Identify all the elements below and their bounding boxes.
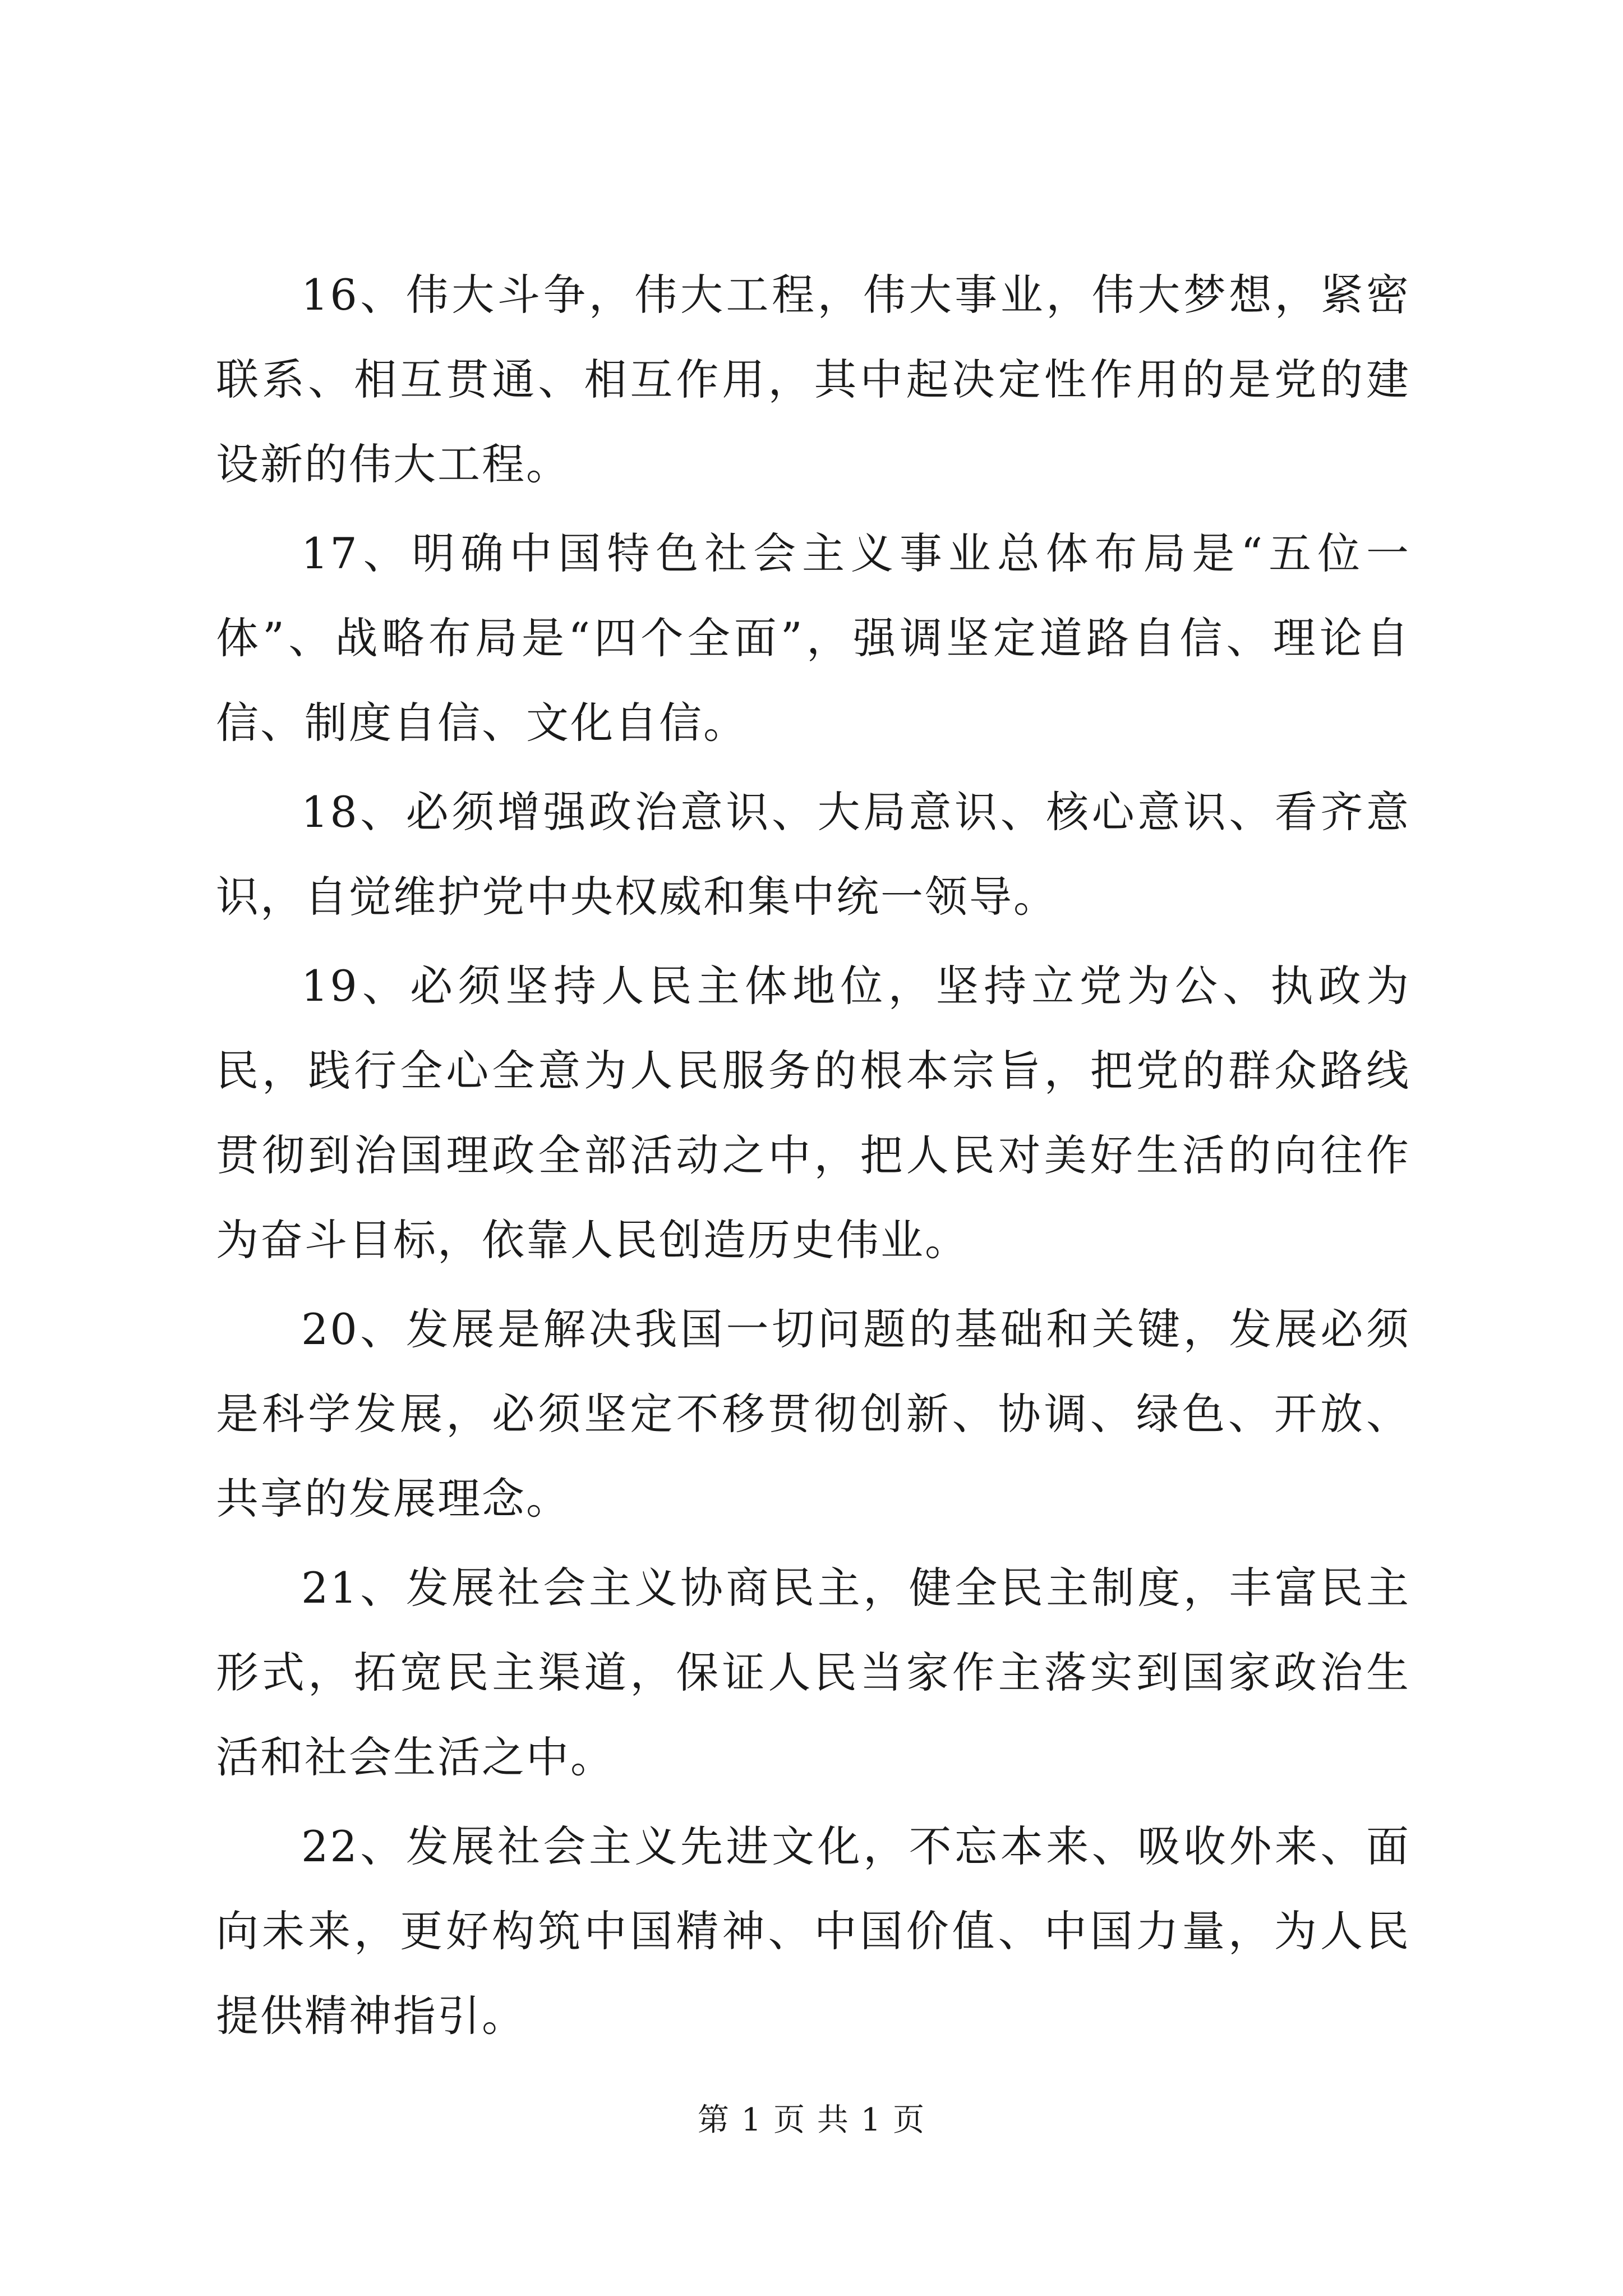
document-body: [216, 252, 1410, 2063]
paragraph-19: 19、必须坚持人民主体地位，坚持立党为公、执政为民，践行全心全意为人民服务的根本宗旨，把党的群众路线贯彻到治国理政全部活动之中，把人民对美好生活的向往作为奋斗目标，依靠人民创造历史伟业。: [216, 961, 1410, 1265]
paragraph-17: 17、明确中国特色社会主义事业总体布局是“五位一体”、战略布局是“四个全面”，强调坚定道路自信、理论自信、制度自信、文化自信。: [216, 528, 1410, 748]
paragraph-21: 21、发展社会主义协商民主，健全民主制度，丰富民主形式，拓宽民主渠道，保证人民当家作主落实到国家政治生活和社会生活之中。: [216, 1563, 1410, 1782]
paragraph-16: 16、伟大斗争，伟大工程，伟大事业，伟大梦想，紧密联系、相互贯通、相互作用，其中起决定性作用的是党的建设新的伟大工程。: [216, 270, 1410, 489]
paragraph-20: 20、发展是解决我国一切问题的基础和关键，发展必须是科学发展，必须坚定不移贯彻创新、协调、绿色、开放、共享的发展理念。: [216, 1304, 1410, 1524]
paragraph-22: 22、发展社会主义先进文化，不忘本来、吸收外来、面向未来，更好构筑中国精神、中国价值、中国力量，为人民提供精神指引。: [216, 1821, 1410, 2041]
page-number-footer: 第 1 页 共 1 页: [697, 2102, 926, 2138]
paragraph-18: 18、必须增强政治意识、大局意识、核心意识、看齐意识，自觉维护党中央权威和集中统一领导。: [216, 787, 1410, 922]
